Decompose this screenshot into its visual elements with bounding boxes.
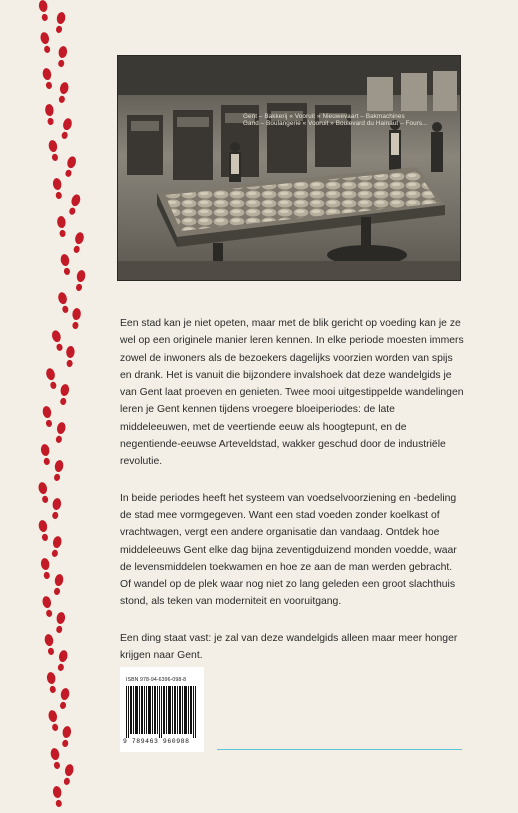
isbn-digits: 9 789463 960988 bbox=[123, 738, 190, 745]
paragraph-closing: Een ding staat vast: je zal van deze wandelgids alleen maar meer honger krijgen naar Gent. bbox=[120, 632, 458, 662]
isbn-barcode bbox=[120, 667, 204, 752]
barcode-bars bbox=[126, 686, 198, 738]
blurb-text bbox=[120, 315, 465, 683]
paragraph-intro: Een stad kan je niet opeten, maar met de blik gericht op voeding kan je ze wel op een originele manier leren kennen. In elke periode moesten immers zowel de inwoners als de bezoekers dagelijks voorzien worden van spijs en drank. Het is vanuit die bijzondere invalshoek dat deze wandelgids je van Gent laat proeven en genieten. Twee mooi uitgestippelde wandelingen leren je Gent kennen tijdens vroegere bloeiperiodes: de late middeleeuwen, met de veertiende eeuw als hoogtepunt, en de negentiende-eeuwse Arteveldstad, wakker geschud door de industriële revolutie. bbox=[120, 318, 464, 468]
photo-caption bbox=[243, 113, 428, 127]
paragraph-periods: In beide periodes heeft het systeem van voedselvoorziening en -bedeling de stad mee vormgegeven. Want een stad voeden zonder koelkast of vrachtwagen, vergt een andere organisatie dan vandaag. Ontdek hoe middeleeuws Gent elke dag bijna zeventigduizend monden voedde, waar de levensmiddelen toekwamen en hoe ze aan de man werden gebracht. Of wandel op de plek waar nog niet zo lang geleden een groot slachthuis stond, als teken van moderniteit en vooruitgang. bbox=[120, 492, 457, 608]
photo-caption-line-2: Gand – Boulangerie « Vooruit » Boulevard du Hainaut – Fours... bbox=[243, 120, 428, 128]
historic-bakery-photo bbox=[117, 55, 461, 281]
photo-caption-line-1: Gent – Bakkerij « Vooruit » Nieuwevaart – Bakmachines bbox=[243, 113, 405, 120]
footprints-trail-icon bbox=[0, 0, 110, 813]
isbn-label: ISBN 978-94-6396-098-8 bbox=[126, 677, 187, 683]
accent-divider bbox=[217, 749, 462, 750]
